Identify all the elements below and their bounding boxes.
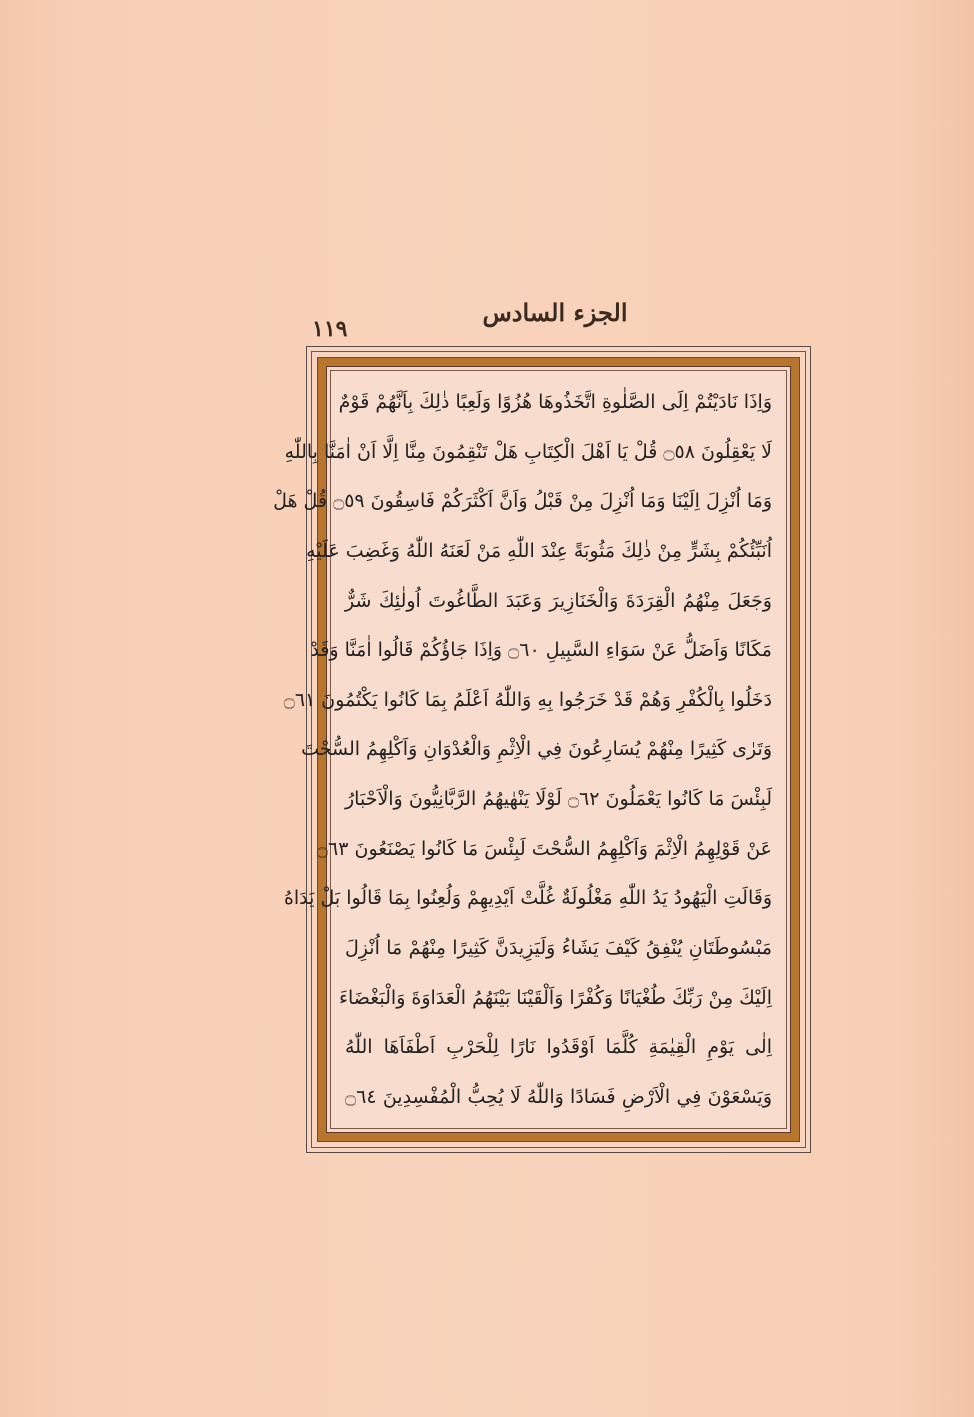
text-area <box>273 370 787 1129</box>
text-line-14: اِلٰى يَوْمِ الْقِيٰمَةِ كُلَّمَا اَوْقَدُوا نَارًا لِلْحَرْبِ اَطْفَاَهَا اللّٰهُ <box>345 1036 772 1059</box>
quran-text-block <box>273 387 772 1112</box>
text-line-4: اُنَبِّئُكُمْ بِشَرٍّ مِنْ ذٰلِكَ مَثُوبَةً عِنْدَ اللّٰهِ مَنْ لَعَنَهُ اللّٰهُ وَغَضِبَ عَلَيْهِ <box>306 539 772 562</box>
text-line-9: لَبِئْسَ مَا كَانُوا يَعْمَلُونَ ۝٦٢ لَوْلَا يَنْهٰيهُمُ الرَّبَّانِيُّونَ وَالْاَحْبَارُ <box>345 788 772 811</box>
text-line-10: عَنْ قَوْلِهِمُ الْاِثْمَ وَاَكْلِهِمُ السُّحْتَ لَبِئْسَ مَا كَانُوا يَصْنَعُونَ ۝٦٣ <box>316 837 772 860</box>
juz-title: الجزء السادس <box>482 298 628 327</box>
text-line-1: وَاِذَا نَادَيْتُمْ اِلَى الصَّلٰوةِ اتَّخَذُوهَا هُزُوًا وَلَعِبًا ذٰلِكَ بِاَنَّهُمْ قَوْمٌ <box>338 391 772 413</box>
text-line-7: دَخَلُوا بِالْكُفْرِ وَهُمْ قَدْ خَرَجُوا بِهِ وَاللّٰهُ اَعْلَمُ بِمَا كَانُوا يَكْتُمُونَ ۝٦١ <box>283 688 772 711</box>
text-line-6: مَكَانًا وَاَضَلُّ عَنْ سَوَاءِ السَّبِيلِ ۝٦٠ وَاِذَا جَاؤُكُمْ قَالُوا اٰمَنَّا وَقَدْ <box>310 639 772 662</box>
page-number: ١١٩ <box>312 316 348 342</box>
frame-gold-border <box>273 357 800 1142</box>
text-line-12: مَبْسُوطَتَانِ يُنْفِقُ كَيْفَ يَشَاءُ وَلَيَزِيدَنَّ كَثِيرًا مِنْهُمْ مَا اُنْزِلَ <box>345 937 772 960</box>
text-line-3: وَمَا اُنْزِلَ اِلَيْنَا وَمَا اُنْزِلَ مِنْ قَبْلُ وَاَنَّ اَكْثَرَكُمْ فَاسِقُونَ ۝٥٩ قُلْ هَلْ <box>273 490 772 513</box>
text-line-13: اِلَيْكَ مِنْ رَبِّكَ طُغْيَانًا وَكُفْرًا وَاَلْقَيْنَا بَيْنَهُمُ الْعَدَاوَةَ وَالْبَغْضَاءَ <box>339 986 772 1009</box>
frame-inner-border <box>273 366 791 1133</box>
text-line-5: وَجَعَلَ مِنْهُمُ الْقِرَدَةَ وَالْخَنَازِيرَ وَعَبَدَ الطَّاغُوتَ اُولٰئِكَ شَرٌّ <box>345 589 772 612</box>
text-line-11: وَقَالَتِ الْيَهُودُ يَدُ اللّٰهِ مَغْلُولَةٌ غُلَّتْ اَيْدِيهِمْ وَلُعِنُوا بِمَا قَالُوا بَلْ يَدَاهُ <box>283 887 772 910</box>
text-frame <box>273 346 811 1153</box>
text-line-2: لَا يَعْقِلُونَ ۝٥٨ قُلْ يَا اَهْلَ الْكِتَابِ هَلْ تَنْقِمُونَ مِنَّا اِلَّا اَنْ اٰمَنَّا بِاللّٰهِ <box>284 440 772 463</box>
text-line-15: وَيَسْعَوْنَ فِي الْاَرْضِ فَسَادًا وَاللّٰهُ لَا يُحِبُّ الْمُفْسِدِينَ ۝٦٤ <box>345 1085 772 1108</box>
text-line-8: وَتَرٰى كَثِيرًا مِنْهُمْ يُسَارِعُونَ فِي الْاِثْمِ وَالْعُدْوَانِ وَاَكْلِهِمُ السُّحْتَ <box>301 738 772 761</box>
